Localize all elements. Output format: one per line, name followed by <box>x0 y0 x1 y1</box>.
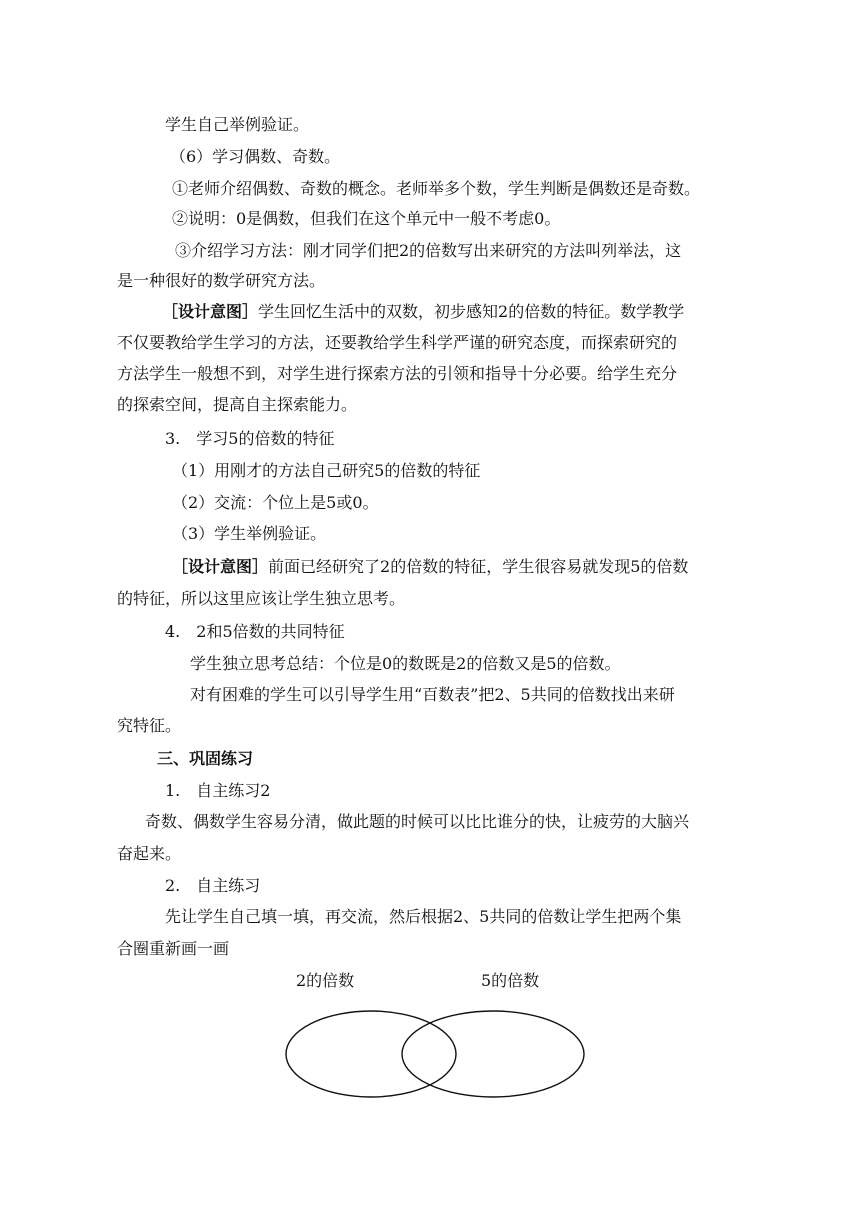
text-line: （2）交流：个位上是5或0。 <box>172 493 379 512</box>
design-intent-label: ［设计意图］ <box>162 302 259 321</box>
venn-circle-left <box>286 1011 456 1097</box>
venn-circle-right <box>402 1011 584 1097</box>
text-line: 合圈重新画一画 <box>117 939 230 958</box>
section-heading: 4. 2和5倍数的共同特征 <box>165 622 345 641</box>
text-line: 先让学生自己填一填，再交流，然后根据2、5共同的倍数让学生把两个集 <box>165 907 682 926</box>
text-span: 前面已经研究了2的倍数的特征，学生很容易就发现5的倍数 <box>268 557 689 576</box>
text-line: 不仅要教给学生学习的方法，还要教给学生科学严谨的研究态度，而探索研究的 <box>117 333 678 352</box>
text-line: 究特征。 <box>117 716 182 735</box>
text-line: 的特征，所以这里应该让学生独立思考。 <box>117 589 406 608</box>
section-heading: 1. 自主练习2 <box>165 781 271 800</box>
text-line: 学生自己举例验证。 <box>165 115 310 134</box>
text-line: 的探索空间，提高自主探索能力。 <box>117 395 358 414</box>
text-line: 方法学生一般想不到，对学生进行探索方法的引领和指导十分必要。给学生充分 <box>117 364 678 383</box>
text-line: 奇数、偶数学生容易分清，做此题的时候可以比比谁分的快，让疲劳的大脑兴 <box>145 812 690 831</box>
section-heading: 2. 自主练习 <box>165 876 261 895</box>
text-line: ①老师介绍偶数、奇数的概念。老师举多个数，学生判断是偶数还是奇数。 <box>172 179 701 198</box>
chapter-heading: 三、巩固练习 <box>157 749 254 768</box>
text-line: 是一种很好的数学研究方法。 <box>117 271 326 290</box>
venn-diagram <box>270 995 600 1105</box>
text-span: 学生回忆生活中的双数，初步感知2的倍数的特征。数学教学 <box>258 302 685 321</box>
text-line: ②说明：0是偶数，但我们在这个单元中一般不考虑0。 <box>172 209 561 228</box>
design-intent-paragraph <box>172 557 688 577</box>
text-line: （3）学生举例验证。 <box>172 524 327 543</box>
venn-label-left: 2的倍数 <box>296 971 355 990</box>
design-intent-paragraph <box>162 302 684 322</box>
venn-label-right: 5的倍数 <box>481 971 540 990</box>
text-line: 对有困难的学生可以引导学生用“百数表”把2、5共同的倍数找出来研 <box>190 685 675 704</box>
text-line: ③介绍学习方法：刚才同学们把2的倍数写出来研究的方法叫列举法，这 <box>175 241 682 260</box>
design-intent-label: ［设计意图］ <box>172 557 269 576</box>
text-line: 奋起来。 <box>117 844 182 863</box>
text-line: 学生独立思考总结：个位是0的数既是2的倍数又是5的倍数。 <box>190 654 621 673</box>
text-line: （1）用刚才的方法自己研究5的倍数的特征 <box>172 461 481 480</box>
text-line: （6）学习偶数、奇数。 <box>170 147 341 166</box>
section-heading: 3. 学习5的倍数的特征 <box>165 429 335 448</box>
